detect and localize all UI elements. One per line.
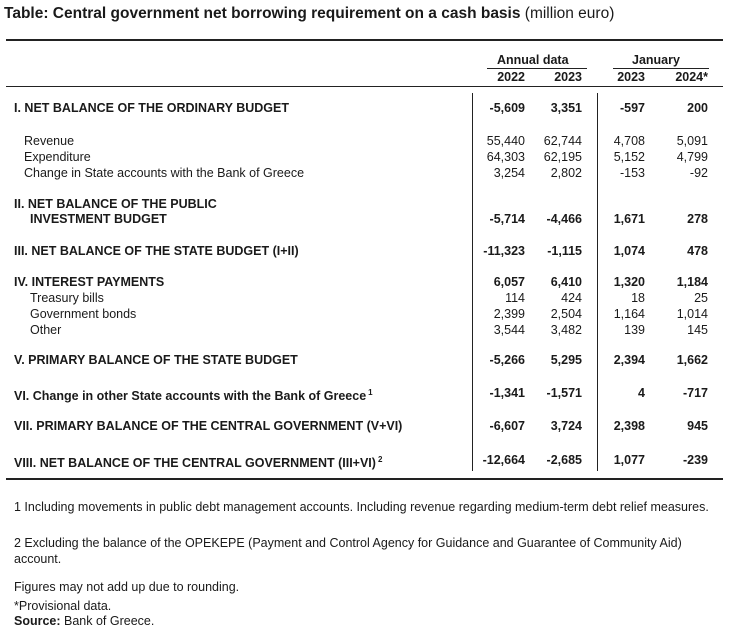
row-label bbox=[30, 211, 167, 227]
row-label-text: Treasury bills bbox=[30, 291, 104, 305]
table-cell: -1,341 bbox=[489, 386, 525, 400]
table-cell: -717 bbox=[682, 386, 708, 400]
table-cell: 2,394 bbox=[613, 353, 645, 367]
table-cell: 3,482 bbox=[550, 323, 582, 337]
source-text: Bank of Greece. bbox=[60, 614, 155, 628]
source-label: Source: bbox=[14, 614, 61, 628]
row-label bbox=[24, 133, 74, 149]
table-cell: -5,714 bbox=[489, 212, 525, 226]
bottom-rule bbox=[6, 478, 723, 480]
table-title bbox=[4, 5, 614, 23]
table-cell: -153 bbox=[619, 166, 645, 180]
title-unit: (million euro) bbox=[520, 5, 615, 22]
table-cell: 1,074 bbox=[613, 244, 645, 258]
row-label-text: VII. PRIMARY BALANCE OF THE CENTRAL GOVERNMENT (V+VI) bbox=[14, 419, 403, 433]
row-label-text: III. NET BALANCE OF THE STATE BUDGET (I+II) bbox=[14, 244, 299, 258]
table-cell: 6,410 bbox=[550, 275, 582, 289]
table-cell: 278 bbox=[687, 212, 708, 226]
table-cell: -1,571 bbox=[546, 386, 582, 400]
annual-data-header: Annual data bbox=[497, 53, 569, 67]
row-label bbox=[14, 385, 373, 404]
table-cell: 114 bbox=[505, 291, 525, 305]
table-cell: -6,607 bbox=[489, 419, 525, 433]
table-cell: 4,708 bbox=[613, 134, 645, 148]
row-label-text: Expenditure bbox=[24, 150, 91, 164]
table-cell: -12,664 bbox=[482, 453, 525, 467]
row-label bbox=[14, 274, 164, 290]
header-rule bbox=[6, 86, 723, 87]
table-cell: 2,504 bbox=[550, 307, 582, 321]
footnote-2: 2 Excluding the balance of the OPEKEPE (Payment and Control Agency for Guidance and Guarantee of Community Aid) account. bbox=[14, 536, 682, 566]
column-header-2: 2023 bbox=[617, 70, 645, 84]
table-cell: 3,351 bbox=[550, 101, 582, 115]
row-label bbox=[24, 149, 91, 165]
table-cell: -4,466 bbox=[546, 212, 582, 226]
provisional-note: *Provisional data. bbox=[14, 599, 112, 613]
table-cell: 1,164 bbox=[613, 307, 645, 321]
table-cell: -5,609 bbox=[489, 101, 525, 115]
table-cell: 62,195 bbox=[543, 150, 582, 164]
column-header-3: 2024* bbox=[675, 70, 708, 84]
row-label bbox=[30, 290, 104, 306]
row-label-text: Other bbox=[30, 323, 62, 337]
table-cell: 6,057 bbox=[493, 275, 525, 289]
table-cell: -5,266 bbox=[489, 353, 525, 367]
row-label-text: Revenue bbox=[24, 134, 75, 148]
row-label bbox=[14, 243, 299, 259]
table-cell: 945 bbox=[687, 419, 708, 433]
rounding-note: Figures may not add up due to rounding. bbox=[14, 580, 240, 594]
table-cell: 139 bbox=[624, 323, 645, 337]
column-header-1: 2023 bbox=[554, 70, 582, 84]
table-cell: 145 bbox=[687, 323, 708, 337]
top-rule bbox=[6, 39, 723, 41]
row-label-text: VI. Change in other State accounts with the Bank of Greece bbox=[14, 389, 367, 403]
table-cell: 2,398 bbox=[613, 419, 645, 433]
table-cell: 4 bbox=[638, 386, 645, 400]
table-cell: 478 bbox=[687, 244, 708, 258]
january-header: January bbox=[632, 53, 680, 67]
table-cell: 55,440 bbox=[486, 134, 525, 148]
table-cell: 5,152 bbox=[613, 150, 645, 164]
footnote-marker: 1 bbox=[368, 388, 373, 397]
table-cell: 1,320 bbox=[613, 275, 645, 289]
table-cell: 5,091 bbox=[676, 134, 708, 148]
table-cell: 5,295 bbox=[550, 353, 582, 367]
table-cell: 62,744 bbox=[543, 134, 582, 148]
table-cell: 64,303 bbox=[486, 150, 525, 164]
row-label-text: I. NET BALANCE OF THE ORDINARY BUDGET bbox=[14, 101, 290, 115]
row-label bbox=[30, 322, 61, 338]
table-cell: 18 bbox=[631, 291, 645, 305]
footnote-marker: 2 bbox=[377, 455, 383, 464]
table-cell: 1,184 bbox=[676, 275, 708, 289]
row-label-text: Change in State accounts with the Bank of Greece bbox=[24, 166, 305, 180]
row-label bbox=[14, 352, 298, 368]
table-cell: -1,115 bbox=[547, 244, 582, 258]
source-note bbox=[14, 613, 714, 629]
table-cell: -92 bbox=[689, 166, 708, 180]
table-cell: 2,802 bbox=[550, 166, 582, 180]
row-label bbox=[14, 418, 402, 434]
table-cell: 25 bbox=[694, 291, 708, 305]
table-cell: -597 bbox=[619, 101, 645, 115]
row-label bbox=[30, 306, 136, 322]
row-label-text: II. NET BALANCE OF THE PUBLIC bbox=[14, 197, 217, 211]
table-cell: 2,399 bbox=[493, 307, 525, 321]
footnote-1: 1 Including movements in public debt management accounts. Including revenue regarding medium-term debt relief measures. bbox=[14, 500, 709, 514]
table-cell: 424 bbox=[561, 291, 582, 305]
table-cell: 1,662 bbox=[676, 353, 708, 367]
row-label bbox=[14, 452, 382, 471]
table-cell: 3,254 bbox=[493, 166, 525, 180]
table-cell: 1,077 bbox=[613, 453, 645, 467]
table-cell: 200 bbox=[687, 101, 708, 115]
table-cell: 3,724 bbox=[550, 419, 582, 433]
table-cell: -11,323 bbox=[483, 244, 525, 258]
row-label-text: V. PRIMARY BALANCE OF THE STATE BUDGET bbox=[14, 353, 298, 367]
row-label bbox=[24, 165, 304, 181]
row-label-text: Government bonds bbox=[30, 307, 137, 321]
row-label-text: IV. INTEREST PAYMENTS bbox=[14, 275, 165, 289]
column-header-0: 2022 bbox=[497, 70, 525, 84]
table-cell: -239 bbox=[682, 453, 708, 467]
table-cell: 4,799 bbox=[676, 150, 708, 164]
row-label-text: VIII. NET BALANCE OF THE CENTRAL GOVERNMENT (III+VI) bbox=[14, 456, 376, 470]
title-text: Table: Central government net borrowing requirement on a cash basis bbox=[4, 5, 521, 22]
table-cell: -2,685 bbox=[546, 453, 582, 467]
row-label bbox=[14, 100, 289, 116]
row-label bbox=[14, 196, 217, 212]
table-cell: 1,014 bbox=[676, 307, 708, 321]
table-cell: 1,671 bbox=[613, 212, 645, 226]
table-cell: 3,544 bbox=[493, 323, 525, 337]
row-label-text: INVESTMENT BUDGET bbox=[30, 212, 167, 226]
